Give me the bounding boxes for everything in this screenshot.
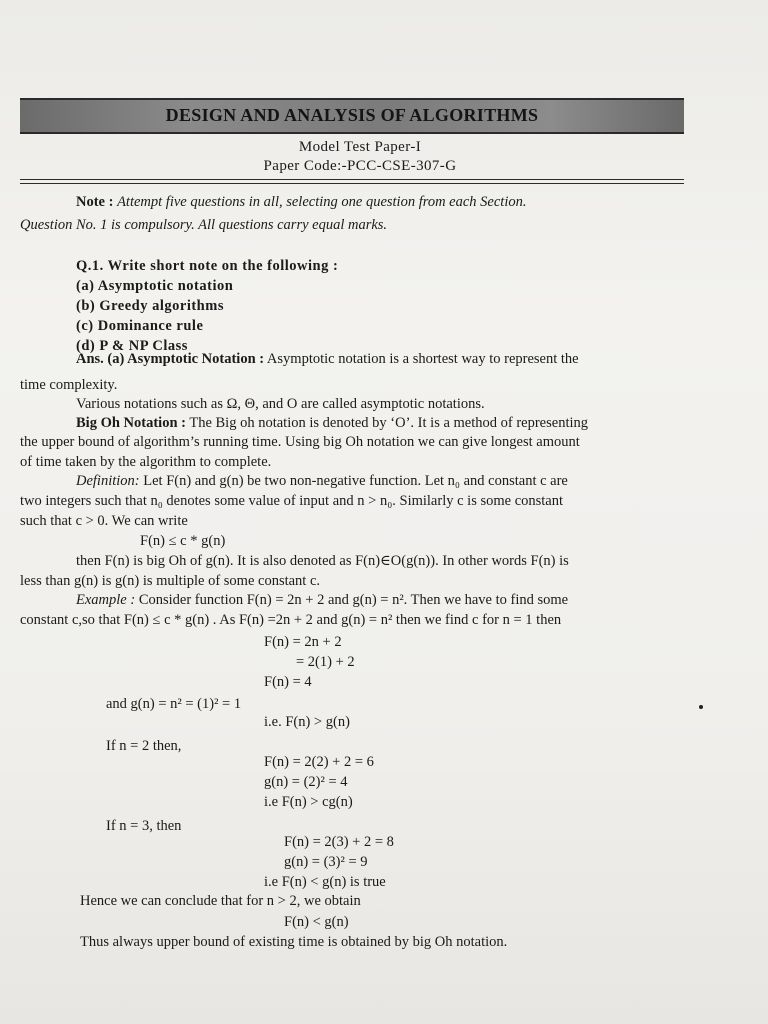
title-banner (20, 98, 684, 134)
answer-intro-line-2: time complexity. (20, 377, 118, 393)
paper-code: Paper Code:-PCC-CSE-307-G (263, 158, 457, 174)
question-heading: Q.1. Write short note on the following : (76, 258, 339, 274)
example-line-2: constant c,so that F(n) ≤ c * g(n) . As F(n) =2n + 2 and g(n) = n² then we find c for n = 1 then (20, 612, 562, 628)
scan-speck (699, 705, 703, 709)
bigoh-line-3: of time taken by the algorithm to complete. (20, 454, 272, 470)
then-line-2: less than g(n) is g(n) is multiple of some constant c. (20, 573, 321, 589)
various-notations: Various notations such as Ω, Θ, and O are called asymptotic notations. (76, 396, 485, 412)
question-item-c: (c) Dominance rule (76, 318, 204, 334)
bigoh-label: Big Oh Notation : (76, 415, 186, 431)
calc-n2-a: F(n) = 2(2) + 2 = 6 (264, 754, 374, 770)
conclusion-formula: F(n) < g(n) (284, 914, 349, 930)
calc-n2-b: g(n) = (2)² = 4 (264, 774, 348, 790)
note-line-1 (76, 193, 526, 211)
bigoh-line-2: the upper bound of algorithm’s running time. Using big Oh notation we can give longest amount (20, 434, 580, 450)
note-text-1: Attempt five questions in all, selecting one question from each Section. (117, 194, 527, 210)
calc-n1-c: F(n) = 4 (264, 674, 312, 690)
summary-line: Thus always upper bound of existing time is obtained by big Oh notation. (80, 934, 508, 950)
example-label: Example : (76, 592, 136, 608)
calc-n1-b: = 2(1) + 2 (296, 654, 355, 670)
calc-if-3: If n = 3, then (106, 818, 182, 834)
divider-bottom (20, 183, 684, 184)
calc-n3-ie: i.e F(n) < g(n) is true (264, 874, 386, 890)
question-item-d: (d) P & NP Class (76, 338, 188, 354)
answer-label: Ans. (a) Asymptotic Notation : (76, 351, 265, 367)
definition-label: Definition: (76, 473, 140, 489)
question-item-b: (b) Greedy algorithms (76, 298, 224, 314)
divider-top (20, 179, 684, 180)
calc-n1-a: F(n) = 2n + 2 (264, 634, 342, 650)
definition-line-1 (76, 472, 568, 490)
bigoh-line-1 (76, 414, 588, 432)
big-oh-formula: F(n) ≤ c * g(n) (140, 533, 226, 549)
example-text: Consider function F(n) = 2n + 2 and g(n) = n². Then we have to find some (138, 592, 569, 608)
answer-intro-text: Asymptotic notation is a shortest way to represent the (266, 351, 579, 367)
calc-and-g: and g(n) = n² = (1)² = 1 (106, 696, 242, 712)
definition-line-2: two integers such that n₀ denotes some value of input and n > n₀. Similarly c is some constant (20, 493, 564, 509)
conclusion-line: Hence we can conclude that for n > 2, we obtain (80, 893, 361, 909)
definition-text: Let F(n) and g(n) be two non-negative function. Let n₀ and constant c are (143, 473, 568, 489)
note-label: Note : (76, 194, 114, 210)
calc-if-2: If n = 2 then, (106, 738, 182, 754)
paper-title: Model Test Paper-I (298, 139, 422, 155)
answer-intro (76, 350, 579, 368)
definition-line-3: such that c > 0. We can write (20, 513, 188, 529)
example-line-1 (76, 591, 568, 609)
question-item-a: (a) Asymptotic notation (76, 278, 234, 294)
calc-n3-a: F(n) = 2(3) + 2 = 8 (284, 834, 394, 850)
bigoh-text: The Big oh notation is denoted by ‘O’. It is a method of representing (189, 415, 589, 431)
calc-n3-b: g(n) = (3)² = 9 (284, 854, 368, 870)
page-title: DESIGN AND ANALYSIS OF ALGORITHMS (165, 105, 539, 125)
calc-n2-ie: i.e F(n) > cg(n) (264, 794, 353, 810)
then-line-1: then F(n) is big Oh of g(n). It is also denoted as F(n)∈O(g(n)). In other words F(n) is (76, 553, 569, 569)
note-line-2: Question No. 1 is compulsory. All questions carry equal marks. (20, 217, 388, 233)
calc-n1-ie: i.e. F(n) > g(n) (264, 714, 350, 730)
